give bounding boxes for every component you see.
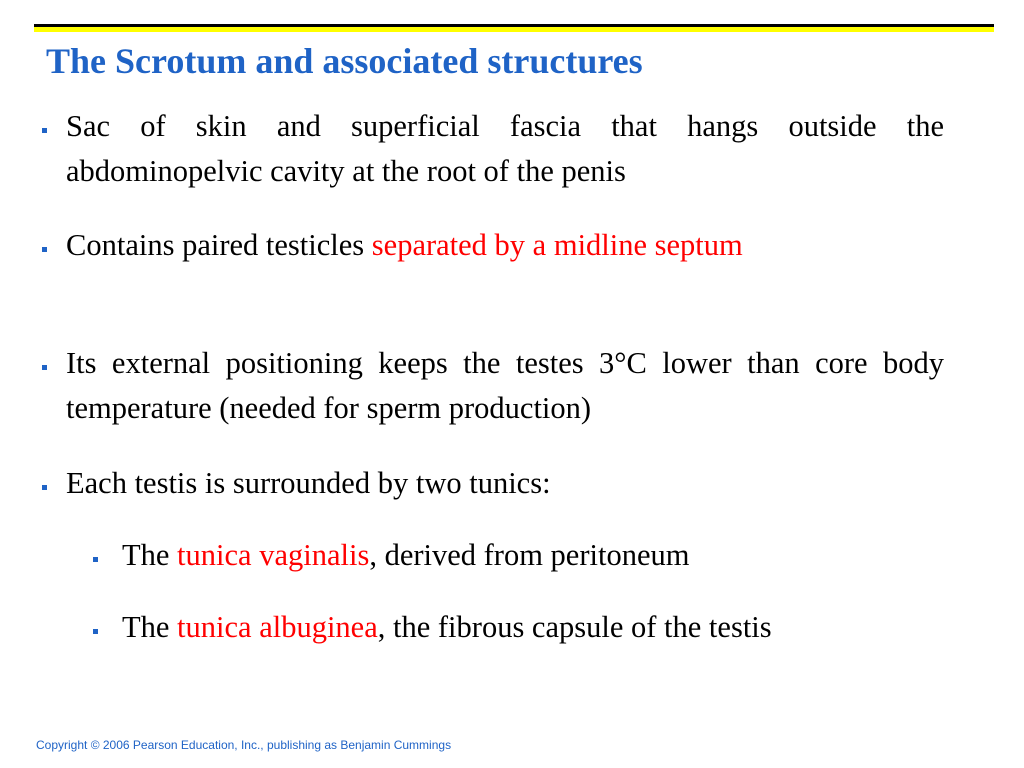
bullet-square-icon — [42, 128, 47, 133]
bullet-text: Each testis is surrounded by two tunics: — [66, 466, 551, 500]
bullet-item — [66, 104, 944, 194]
bullet-text: The — [122, 538, 178, 572]
bullet-text: Its external positioning keeps the testes 3°C lower than core body temperature (needed for sperm production) — [66, 346, 944, 425]
highlight-term: separated by a midline septum — [371, 228, 743, 262]
bullet-square-icon — [93, 629, 98, 634]
bullet-square-icon — [42, 247, 47, 252]
bullet-square-icon — [42, 365, 47, 370]
slide-title: The Scrotum and associated structures — [46, 41, 643, 81]
bullet-text: , the fibrous capsule of the testis — [377, 610, 772, 644]
bullet-square-icon — [93, 557, 98, 562]
highlight-term: tunica albuginea — [177, 610, 378, 644]
copyright-notice: Copyright © 2006 Pearson Education, Inc., publishing as Benjamin Cummings — [36, 738, 452, 752]
highlight-term: tunica vaginalis — [177, 538, 370, 572]
bullet-text: , derived from peritoneum — [369, 538, 690, 572]
sub-bullet-item — [122, 605, 944, 650]
bullet-text: Sac of skin and superficial fascia that hangs outside the abdominopelvic cavity at the root of the penis — [66, 109, 944, 188]
bullet-square-icon — [42, 485, 47, 490]
bullet-text: Contains paired testicles — [66, 228, 372, 262]
bullet-item — [66, 223, 944, 268]
bullet-item — [66, 341, 944, 431]
bullet-item — [66, 461, 944, 506]
sub-bullet-item — [122, 533, 944, 578]
bullet-text: The — [122, 610, 178, 644]
